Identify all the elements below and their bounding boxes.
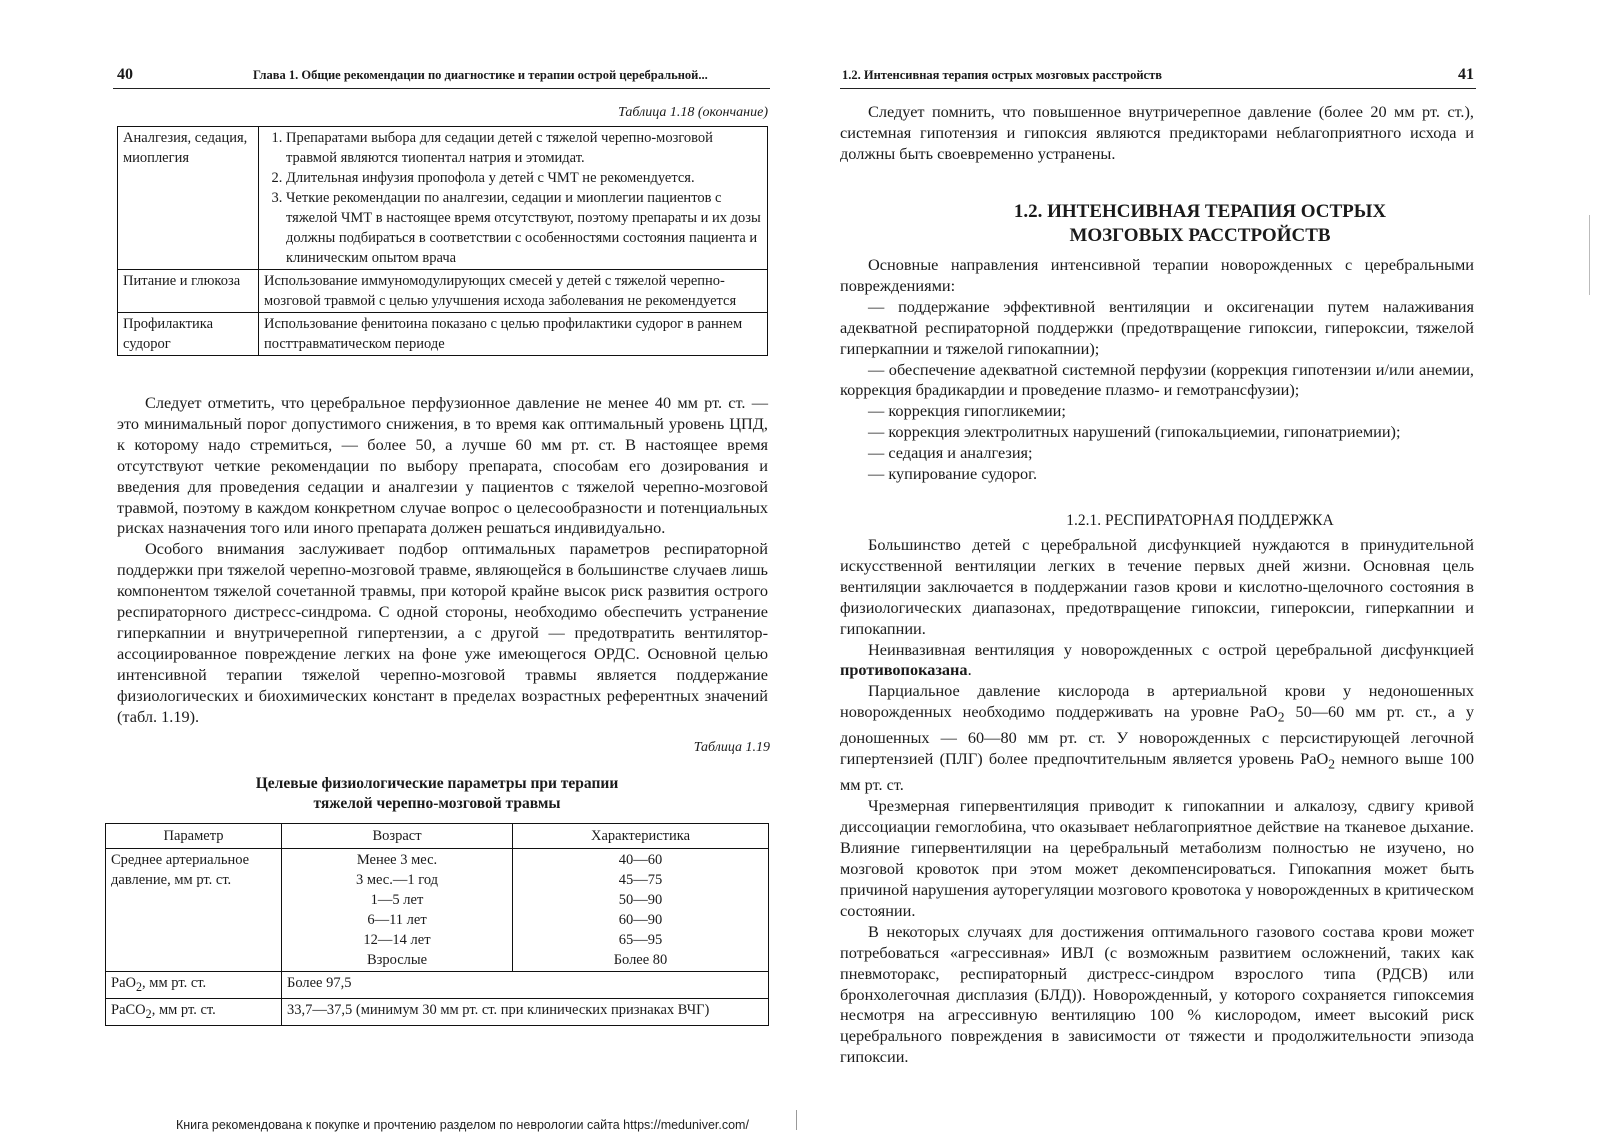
range-value: 65—95 bbox=[618, 932, 663, 948]
right-page bbox=[800, 0, 1600, 1141]
table-119-title-line: Целевые физиологические параметры при терапии bbox=[255, 775, 619, 792]
subscript: 2 bbox=[1277, 709, 1285, 725]
book-spine bbox=[796, 1110, 797, 1130]
running-head-left: Глава 1. Общие рекомендации по диагностике и терапии острой церебральной... bbox=[253, 68, 708, 82]
paragraph: В некоторых случаях для достижения оптимального газового состава крови может потребоваться «агрессивная» ИВЛ (с возможным развитием осложнений, таких как пневмоторакс, респираторный дистресс-синдром взрослого типа (РДСВ) или бронхолегочная дисплазия (БЛД)). Новорожденный, у которого сохраняется гипоксемия несмотря на агрессивную вентиляцию 100 % кислородом, имеет высокий риск церебрального повреждения в зависимости от тяжести и продолжительности эпизода гипоксии. bbox=[840, 921, 1474, 1067]
list-item: — купирование судорог. bbox=[868, 464, 1038, 484]
range-value: 50—90 bbox=[618, 892, 663, 908]
pao2-unit: , мм рт. ст. bbox=[142, 975, 207, 991]
directions-text bbox=[840, 255, 1474, 485]
text-span: . bbox=[967, 660, 972, 680]
table-row bbox=[106, 972, 769, 999]
text-span: немного выше 100 мм рт. ст. bbox=[840, 749, 1474, 795]
table-row bbox=[106, 998, 769, 1025]
table-cell-label bbox=[106, 998, 282, 1025]
subscript: 2 bbox=[135, 979, 143, 994]
subsection-title: 1.2.1. РЕСПИРАТОРНАЯ ПОДДЕРЖКА bbox=[1066, 512, 1334, 529]
section-title bbox=[800, 200, 1600, 248]
table-119-title bbox=[105, 774, 769, 814]
subscript: 2 bbox=[145, 1006, 152, 1021]
column-header: Характеристика bbox=[513, 824, 769, 849]
list-item: 3. Четкие рекомендации по аналгезии, седации и миоплегии пациентов с тяжелой ЧМТ в настоящее время отсутствуют, поэтому препараты и их дозы должны подбираться в соответствии с особенностями состояния пациента и клиническим опытом врача bbox=[286, 188, 762, 268]
list-item: 2. Длительная инфузия пропофола у детей с ЧМТ не рекомендуется. bbox=[286, 168, 762, 188]
list-item: — обеспечение адекватной системной перфузии (коррекция гипотензии и/или анемии, коррекция брадикардии и проведение плазмо- и гемотрансфузии); bbox=[840, 359, 1474, 400]
page-edge-mark bbox=[1589, 215, 1590, 295]
body-text-left bbox=[117, 393, 768, 728]
body-text-right bbox=[840, 535, 1474, 1068]
table-row bbox=[106, 849, 769, 972]
table-cell-values bbox=[513, 849, 769, 972]
paragraph bbox=[840, 681, 1474, 796]
table-119-caption: Таблица 1.19 bbox=[693, 740, 770, 755]
paco2-unit: , мм рт. ст. bbox=[151, 1001, 216, 1018]
list-item: — коррекция электролитных нарушений (гипокальциемии, гипонатриемии); bbox=[868, 422, 1401, 442]
subscript: 2 bbox=[1328, 756, 1336, 772]
table-cell-value: 33,7—37,5 (минимум 30 мм рт. ст. при клинических признаках ВЧГ) bbox=[282, 998, 769, 1025]
table-cell-label: Питание и глюкоза bbox=[118, 270, 259, 313]
paragraph bbox=[840, 640, 1474, 682]
section-title-line: 1.2. ИНТЕНСИВНАЯ ТЕРАПИЯ ОСТРЫХ bbox=[1013, 201, 1387, 222]
list-item: — седация и аналгезия; bbox=[868, 443, 1033, 463]
header-rule-right bbox=[840, 88, 1476, 89]
paragraph: Следует отметить, что церебральное перфузионное давление не менее 40 мм рт. ст. — это минимальный порог допустимого снижения, в то время как оптимальный уровень ЦПД, к которому надо стремиться, — более 50, а лучше 60 мм рт. ст. В настоящее время отсутствуют четкие рекомендации по выбору препарата, способам его дозирования и введения для проведения седации и аналгезии у пациентов с тяжелой черепно-мозговой травмой, поэтому в каждом конкретном случае вопрос о целесообразности и потенциальных рисках назначения того или иного препарата должен решаться индивидуально. bbox=[117, 393, 768, 538]
table-cell-value: Более 97,5 bbox=[282, 972, 769, 999]
table-119 bbox=[105, 823, 769, 1026]
table-cell-label: Профилактика судорог bbox=[118, 313, 259, 356]
paragraph: Большинство детей с церебральной дисфункцией нуждаются в принудительной искусственной вентиляции легких в течение первых дней жизни. Основная цель вентиляции заключается в поддержании газов крови и кислотно-щелочного состояния в физиологических диапазонах, предотвращение гипоксии, гипероксии, гиперкапнии и гипокапнии. bbox=[840, 535, 1474, 638]
range-value: Более 80 bbox=[613, 952, 668, 968]
table-cell-content: Использование фенитоина показано с целью профилактики судорог в раннем посттравматическом периоде bbox=[259, 313, 768, 356]
emphasis: противопоказана bbox=[840, 660, 968, 680]
table-row bbox=[118, 313, 768, 356]
header-rule-left bbox=[113, 88, 770, 89]
list-item: 1. Препаратами выбора для седации детей с тяжелой черепно-мозговой травмой являются тиопентал натрия и этомидат. bbox=[286, 128, 762, 168]
text-span: Парциальное давление кислорода в артериальной крови у недоношенных новорожденных необходимо поддерживать на уровне PaO bbox=[840, 681, 1474, 722]
table-cell-content: Использование иммуномодулирующих смесей у детей с тяжелой черепно-мозговой травмой с целью улучшения исхода заболевания не рекомендуется bbox=[259, 270, 768, 313]
section-title-line: МОЗГОВЫХ РАССТРОЙСТВ bbox=[1069, 225, 1331, 246]
table-cell-ages bbox=[282, 849, 513, 972]
table-header-row bbox=[106, 824, 769, 849]
running-head-right: 1.2. Интенсивная терапия острых мозговых расстройств bbox=[842, 68, 1162, 82]
age-value: 1—5 лет bbox=[370, 892, 424, 908]
paragraph: Чрезмерная гипервентиляция приводит к гипокапнии и алкалозу, сдвигу кривой диссоциации гемоглобина, что оказывает неблагоприятное действие на тканевое дыхание. Влияние гипервентиляции на церебральный метаболизм полностью не изучено, но мозговой кровоток при этом может декомпенсироваться. Гипокапния может быть причиной нарушения ауторегуляции мозгового кровотока у новорожденных в критическом состоянии. bbox=[840, 796, 1474, 920]
intro-text bbox=[840, 102, 1474, 165]
paragraph: Особого внимания заслуживает подбор оптимальных параметров респираторной поддержки при тяжелой черепно-мозговой травме, являющейся в большинстве случаев лишь компонентом тяжелой сочетанной травмы, при которой крайне высок риск развития острого респираторного дистресс-синдрома. С одной стороны, необходимо обеспечить устранение гиперкапнии и внутричерепной гипертензии, а с другой — предотвратить вентилятор-ассоциированное повреждение легких на фоне уже имеющегося ОРДС. Основной целью интенсивной терапии тяжелой черепно-мозговой травмы является поддержание физиологических и биохимических констант в пределах возрастных референтных значений (табл. 1.19). bbox=[117, 539, 768, 726]
paco2-label: PaCO bbox=[111, 1001, 146, 1018]
table-row bbox=[118, 270, 768, 313]
table-118-caption: Таблица 1.18 (окончание) bbox=[618, 105, 768, 120]
range-value: 60—90 bbox=[618, 912, 663, 928]
age-value: 3 мес.—1 год bbox=[355, 872, 439, 888]
column-header: Возраст bbox=[282, 824, 513, 849]
table-cell-content bbox=[259, 127, 768, 270]
list-item: — коррекция гипогликемии; bbox=[868, 401, 1066, 421]
page-number-right: 41 bbox=[1458, 66, 1474, 83]
paragraph: Следует помнить, что повышенное внутричерепное давление (более 20 мм рт. ст.), системная гипотензия и гипоксия являются предикторами неблагоприятного исхода и должны быть своевременно устранены. bbox=[840, 102, 1474, 163]
table-cell-label bbox=[106, 972, 282, 999]
table-cell-label: Аналгезия, седация, миоплегия bbox=[118, 127, 259, 270]
table-119-title-line: тяжелой черепно-мозговой травмы bbox=[313, 795, 561, 812]
text-span: Неинвазивная вентиляция у новорожденных с острой церебральной дисфункцией bbox=[868, 639, 1474, 659]
paragraph: Основные направления интенсивной терапии новорожденных с церебральными повреждениями: bbox=[840, 255, 1474, 295]
age-value: 6—11 лет bbox=[367, 912, 427, 928]
list-item: — поддержание эффективной вентиляции и оксигенации путем налаживания адекватной респираторной поддержки (предотвращение гипоксии, гипероксии, тяжелой гиперкапнии и тяжелой гипокапнии); bbox=[840, 296, 1474, 358]
table-118 bbox=[117, 126, 768, 356]
table-row bbox=[118, 127, 768, 270]
footer-note: Книга рекомендована к покупке и прочтению разделом по неврологии сайта https://meduniver.com/ bbox=[176, 1118, 749, 1132]
table-cell-label: Среднее артериальное давление, мм рт. ст. bbox=[106, 849, 282, 972]
range-value: 40—60 bbox=[618, 852, 663, 868]
age-value: Менее 3 мес. bbox=[356, 852, 438, 868]
text-span: 50—60 мм рт. ст., а у доношенных — 60—80 мм рт. ст. У новорожденных с персистирующей легочной гипертензией (ПЛГ) более предпочтительным является уровень PaO bbox=[840, 702, 1474, 769]
column-header: Параметр bbox=[106, 824, 282, 849]
age-value: Взрослые bbox=[366, 952, 428, 968]
pao2-label: PaO bbox=[111, 975, 136, 991]
range-value: 45—75 bbox=[618, 872, 663, 888]
recommendation-list bbox=[264, 128, 762, 268]
page-number-left: 40 bbox=[117, 66, 133, 83]
age-value: 12—14 лет bbox=[363, 932, 431, 948]
